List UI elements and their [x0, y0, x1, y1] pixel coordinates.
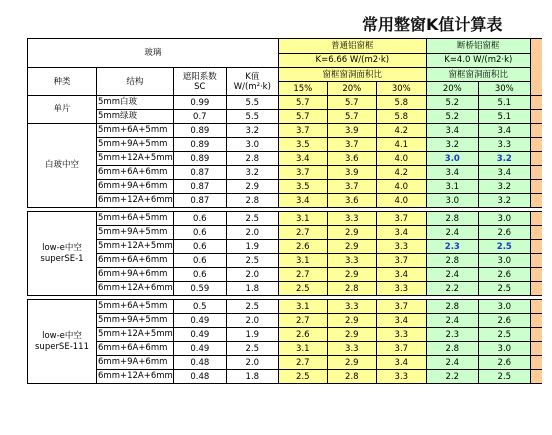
frame2-30-cell: 3.3: [478, 138, 530, 152]
sc-cell: 0.48: [173, 370, 226, 384]
frame2-30-cell: 3.0: [478, 212, 530, 226]
k-cell: 2.5: [226, 212, 278, 226]
sc-cell: 0.49: [173, 328, 226, 342]
frame1-15-cell: 2.7: [278, 314, 327, 328]
frame2-name: 断桥铝窗框: [457, 41, 500, 51]
frame2-30-cell: 5.1: [478, 96, 530, 110]
k-cell: 2.5: [226, 300, 278, 314]
frame1-20-cell: 3.9: [327, 124, 376, 138]
sc-cell: 0.89: [173, 124, 226, 138]
sc-cell: 0.89: [173, 138, 226, 152]
frame1-20-cell: 3.6: [327, 152, 376, 166]
table-row: [28, 226, 543, 240]
sc-cell: 0.49: [173, 314, 226, 328]
frame1-30-cell: 4.2: [376, 124, 426, 138]
frame1-20-cell: 2.9: [327, 314, 376, 328]
orange-edge-cell: [530, 226, 542, 240]
frame1-15-cell: 3.5: [278, 138, 327, 152]
table-row: [28, 254, 543, 268]
frame2-30-cell: 2.5: [478, 370, 530, 384]
sc-cell: 0.59: [173, 282, 226, 296]
orange-edge-cell: [530, 282, 542, 296]
table-row: [28, 356, 543, 370]
structure-cell: 6mm+9A+6mm: [97, 268, 174, 282]
orange-edge-cell: [530, 300, 542, 314]
structure-cell: 6mm+12A+6mm: [97, 194, 174, 208]
k-header: [226, 68, 278, 96]
frame1-15-cell: 2.7: [278, 356, 327, 370]
frame1-30-cell: 4.0: [376, 152, 426, 166]
structure-cell: 6mm+12A+6mm: [97, 282, 174, 296]
glass-header: 玻璃: [28, 39, 279, 68]
k-cell: 3.0: [226, 138, 278, 152]
frame1-15-cell: 2.7: [278, 268, 327, 282]
table-row: [28, 342, 543, 356]
orange-edge-cell: [530, 314, 542, 328]
table-row: [28, 370, 543, 384]
frame2-20-cell: 5.2: [426, 96, 478, 110]
frame1-30-cell: 3.3: [376, 328, 426, 342]
orange-edge-cell: [530, 194, 542, 208]
frame2-20-cell: 2.8: [426, 212, 478, 226]
orange-edge-cell: [530, 110, 542, 124]
structure-cell: 6mm+9A+6mm: [97, 180, 174, 194]
sc-cell: 0.49: [173, 342, 226, 356]
frame2-20-cell: 3.2: [426, 138, 478, 152]
frame1-15-cell: 3.7: [278, 124, 327, 138]
frame2-area-ratio: 窗框窗洞面积比: [426, 68, 530, 82]
structure-cell: 5mm+9A+5mm: [97, 138, 174, 152]
k-cell: 1.9: [226, 328, 278, 342]
orange-edge-cell: [530, 268, 542, 282]
frame2-30-cell: 3.0: [478, 254, 530, 268]
k-cell: 2.5: [226, 342, 278, 356]
frame1-20-cell: 3.3: [327, 300, 376, 314]
k-cell: 1.9: [226, 240, 278, 254]
category-cell: 单片: [28, 96, 97, 124]
orange-edge-cell: [530, 180, 542, 194]
frame1-20-cell: 3.3: [327, 254, 376, 268]
frame1-20-cell: 2.9: [327, 268, 376, 282]
structure-cell: 5mm+12A+5mm: [97, 240, 174, 254]
orange-edge-cell: [530, 254, 542, 268]
k-cell: 2.8: [226, 194, 278, 208]
frame1-30-cell: 4.0: [376, 194, 426, 208]
structure-cell: 6mm+6A+6mm: [97, 166, 174, 180]
k-cell: 2.0: [226, 226, 278, 240]
frame2-30-cell: 5.1: [478, 110, 530, 124]
structure-cell: 5mm+12A+5mm: [97, 328, 174, 342]
frame1-20-cell: 2.8: [327, 282, 376, 296]
structure-cell: 5mm白玻: [97, 96, 174, 110]
k-cell: 1.8: [226, 282, 278, 296]
type-header: 种类: [28, 68, 97, 96]
frame1-20-cell: 2.8: [327, 370, 376, 384]
orange-edge-cell: [530, 152, 542, 166]
frame1-30-cell: 4.0: [376, 180, 426, 194]
k-header-line1: K值: [245, 71, 260, 82]
frame1-20-cell: 3.7: [327, 138, 376, 152]
table-row: [28, 328, 543, 342]
orange-edge-cell: [530, 96, 542, 110]
frame1-15-cell: 3.5: [278, 180, 327, 194]
structure-cell: 6mm+6A+6mm: [97, 254, 174, 268]
frame1-p15: 15%: [278, 82, 327, 96]
frame1-30-cell: 5.8: [376, 110, 426, 124]
frame1-30-cell: 3.3: [376, 282, 426, 296]
frame1-p30: 30%: [376, 82, 426, 96]
frame2-30-cell: 3.4: [478, 166, 530, 180]
structure-cell: 5mm+12A+5mm: [97, 152, 174, 166]
frame1-20-cell: 2.9: [327, 226, 376, 240]
sc-cell: 0.6: [173, 226, 226, 240]
k-cell: 2.9: [226, 180, 278, 194]
table-row: [28, 152, 543, 166]
frame1-15-cell: 2.6: [278, 240, 327, 254]
frame1-20-cell: 5.7: [327, 110, 376, 124]
orange-edge-cell: [530, 138, 542, 152]
sc-header-line1: 遮阳系数: [182, 71, 217, 82]
frame1-15-cell: 3.1: [278, 212, 327, 226]
frame1-20-cell: 3.3: [327, 212, 376, 226]
k-cell: 2.0: [226, 314, 278, 328]
sc-cell: 0.99: [173, 96, 226, 110]
table-row: [28, 194, 543, 208]
table-row: [28, 180, 543, 194]
frame1-30-cell: 3.7: [376, 254, 426, 268]
frame2-20-cell: 2.8: [426, 342, 478, 356]
structure-cell: 6mm+9A+6mm: [97, 356, 174, 370]
frame2-30-cell: 3.2: [478, 152, 530, 166]
sc-cell: 0.6: [173, 268, 226, 282]
frame2-p30: 30%: [478, 82, 530, 96]
structure-cell: 5mm绿玻: [97, 110, 174, 124]
frame2-30-cell: 3.0: [478, 342, 530, 356]
frame1-header: [278, 39, 426, 68]
sc-cell: 0.87: [173, 180, 226, 194]
table-row: [28, 110, 543, 124]
sc-cell: 0.87: [173, 166, 226, 180]
frame2-20-cell: 3.1: [426, 180, 478, 194]
frame2-20-cell: 2.3: [426, 328, 478, 342]
frame1-20-cell: 3.7: [327, 180, 376, 194]
frame1-15-cell: 2.5: [278, 282, 327, 296]
structure-header: 结构: [97, 68, 174, 96]
frame1-30-cell: 3.7: [376, 212, 426, 226]
frame2-30-cell: 3.0: [478, 300, 530, 314]
frame1-15-cell: 2.7: [278, 226, 327, 240]
frame1-20-cell: 3.6: [327, 194, 376, 208]
k-cell: 2.0: [226, 356, 278, 370]
frame2-header: [426, 39, 530, 68]
table-row: [28, 138, 543, 152]
k-value-table: [27, 38, 542, 384]
frame2-30-cell: 2.6: [478, 226, 530, 240]
table-row: [28, 96, 543, 110]
frame1-20-cell: 3.9: [327, 166, 376, 180]
k-cell: 3.2: [226, 166, 278, 180]
frame1-30-cell: 3.4: [376, 356, 426, 370]
k-cell: 2.8: [226, 152, 278, 166]
orange-edge-cell: [530, 356, 542, 370]
frame1-30-cell: 3.3: [376, 240, 426, 254]
frame1-15-cell: 3.1: [278, 254, 327, 268]
frame1-20-cell: 3.3: [327, 342, 376, 356]
frame1-15-cell: 2.5: [278, 370, 327, 384]
frame1-20-cell: 5.7: [327, 96, 376, 110]
sc-cell: 0.5: [173, 300, 226, 314]
category-cell: 白玻中空: [28, 124, 97, 208]
k-cell: 5.5: [226, 96, 278, 110]
frame1-30-cell: 3.4: [376, 226, 426, 240]
frame2-30-cell: 2.5: [478, 282, 530, 296]
frame1-k-value: K=6.66 W/(m2·k): [279, 53, 426, 65]
sc-cell: 0.6: [173, 254, 226, 268]
structure-cell: 5mm+6A+5mm: [97, 300, 174, 314]
frame2-30-cell: 2.5: [478, 240, 530, 254]
frame2-20-cell: 2.8: [426, 300, 478, 314]
orange-edge-cell: [530, 370, 542, 384]
table-row: [28, 124, 543, 138]
structure-cell: 5mm+6A+5mm: [97, 124, 174, 138]
table-row: [28, 166, 543, 180]
structure-cell: 6mm+12A+6mm: [97, 370, 174, 384]
frame1-15-cell: 2.6: [278, 328, 327, 342]
frame2-20-cell: 2.4: [426, 314, 478, 328]
orange-edge-cell: [530, 328, 542, 342]
page-title: 常用整窗K值计算表: [362, 15, 503, 34]
frame2-30-cell: 2.5: [478, 328, 530, 342]
orange-edge-header: [530, 39, 542, 96]
frame1-30-cell: 3.7: [376, 300, 426, 314]
frame2-20-cell: 2.4: [426, 226, 478, 240]
sc-header: [173, 68, 226, 96]
table-row: [28, 314, 543, 328]
frame1-15-cell: 3.4: [278, 194, 327, 208]
frame2-30-cell: 2.6: [478, 314, 530, 328]
frame1-15-cell: 3.1: [278, 300, 327, 314]
frame2-30-cell: 3.4: [478, 124, 530, 138]
frame1-15-cell: 3.4: [278, 152, 327, 166]
frame2-30-cell: 3.2: [478, 194, 530, 208]
frame1-20-cell: 2.9: [327, 328, 376, 342]
orange-edge-cell: [530, 124, 542, 138]
structure-cell: 5mm+6A+5mm: [97, 212, 174, 226]
frame1-30-cell: 3.4: [376, 268, 426, 282]
frame1-30-cell: 3.4: [376, 314, 426, 328]
k-header-line2: W/(m²·k): [233, 81, 271, 92]
sc-cell: 0.6: [173, 212, 226, 226]
frame1-15-cell: 5.7: [278, 96, 327, 110]
structure-cell: 5mm+9A+5mm: [97, 314, 174, 328]
frame1-20-cell: 2.9: [327, 356, 376, 370]
frame1-name: 普通铝窗框: [331, 41, 374, 51]
frame2-20-cell: 3.0: [426, 194, 478, 208]
table-row: [28, 300, 543, 314]
frame1-area-ratio: 窗框窗洞面积比: [278, 68, 426, 82]
table-row: [28, 282, 543, 296]
frame1-30-cell: 5.8: [376, 96, 426, 110]
frame1-15-cell: 3.1: [278, 342, 327, 356]
category-cell: low-e中空 superSE-1: [28, 212, 97, 296]
frame2-20-cell: 2.8: [426, 254, 478, 268]
frame2-20-cell: 2.3: [426, 240, 478, 254]
frame1-30-cell: 4.2: [376, 166, 426, 180]
sc-cell: 0.87: [173, 194, 226, 208]
table-row: [28, 240, 543, 254]
orange-edge-cell: [530, 342, 542, 356]
k-cell: 3.2: [226, 124, 278, 138]
frame2-p20: 20%: [426, 82, 478, 96]
table-row: [28, 212, 543, 226]
frame2-20-cell: 3.0: [426, 152, 478, 166]
frame2-20-cell: 3.4: [426, 166, 478, 180]
k-cell: 5.5: [226, 110, 278, 124]
frame2-20-cell: 3.4: [426, 124, 478, 138]
sc-cell: 0.6: [173, 240, 226, 254]
k-cell: 2.5: [226, 254, 278, 268]
k-cell: 1.8: [226, 370, 278, 384]
frame1-p20: 20%: [327, 82, 376, 96]
structure-cell: 5mm+9A+5mm: [97, 226, 174, 240]
k-cell: 2.0: [226, 268, 278, 282]
category-cell: low-e中空 superSE-111: [28, 300, 97, 384]
orange-edge-cell: [530, 212, 542, 226]
sc-cell: 0.48: [173, 356, 226, 370]
frame1-30-cell: 3.7: [376, 342, 426, 356]
frame1-20-cell: 2.9: [327, 240, 376, 254]
sc-header-line2: SC: [194, 81, 206, 92]
frame2-30-cell: 2.6: [478, 356, 530, 370]
frame2-20-cell: 2.2: [426, 282, 478, 296]
structure-cell: 6mm+6A+6mm: [97, 342, 174, 356]
orange-edge-cell: [530, 166, 542, 180]
sc-cell: 0.7: [173, 110, 226, 124]
frame2-20-cell: 5.2: [426, 110, 478, 124]
orange-edge-cell: [530, 240, 542, 254]
frame2-30-cell: 3.2: [478, 180, 530, 194]
frame1-15-cell: 5.7: [278, 110, 327, 124]
frame2-20-cell: 2.4: [426, 268, 478, 282]
table-row: [28, 268, 543, 282]
frame1-30-cell: 4.1: [376, 138, 426, 152]
sc-cell: 0.89: [173, 152, 226, 166]
frame1-30-cell: 3.3: [376, 370, 426, 384]
frame2-20-cell: 2.4: [426, 356, 478, 370]
frame2-k-value: K=4.0 W/(m2·k): [427, 53, 530, 65]
frame1-15-cell: 3.7: [278, 166, 327, 180]
frame2-20-cell: 2.2: [426, 370, 478, 384]
frame2-30-cell: 2.6: [478, 268, 530, 282]
